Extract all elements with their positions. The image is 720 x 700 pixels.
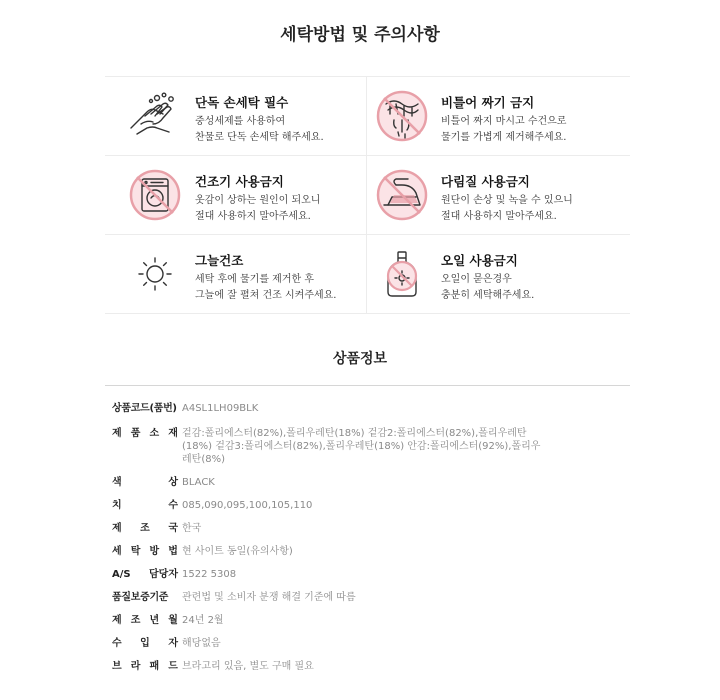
spec-value: 관련법 및 소비자 분쟁 해결 기준에 따름 [182, 592, 356, 603]
spec-value: 해당없음 [182, 638, 221, 649]
spec-value: A4SL1LH09BLK [182, 403, 259, 414]
care-heading: 오일 사용금지 [441, 253, 518, 268]
care-description: 세탁 후에 물기를 제거한 후 그늘에 잘 펼쳐 건조 시켜주세요. [195, 274, 337, 301]
spec-value: 24년 2월 [182, 615, 224, 626]
spec-value: 085,090,095,100,105,110 [182, 500, 313, 511]
no-iron-icon [374, 167, 430, 223]
spec-row [112, 591, 552, 604]
page-title: 세탁방법 및 주의사항 [280, 25, 440, 45]
care-heading: 건조기 사용금지 [195, 174, 284, 189]
care-description: 오일이 묻은경우 충분히 세탁해주세요. [441, 274, 535, 301]
sun-icon [127, 246, 183, 302]
care-item-shade-dry [105, 235, 367, 313]
spec-row [112, 522, 552, 535]
spec-label: 제 조 년 월 [112, 615, 178, 626]
care-heading: 그늘건조 [195, 253, 244, 268]
care-description: 중성세제를 사용하여 찬물로 단독 손세탁 해주세요. [195, 116, 324, 143]
care-item-no-oil [367, 235, 630, 313]
care-row [105, 156, 630, 235]
spec-value: 1522 5308 [182, 569, 237, 580]
spec-value: 브라고리 있음, 별도 구매 필요 [182, 661, 314, 672]
spec-label: 수 입 자 [112, 638, 178, 649]
spec-row [112, 614, 552, 627]
spec-row [112, 402, 552, 415]
divider [105, 385, 630, 386]
spec-row [112, 568, 552, 581]
spec-row [112, 499, 552, 512]
care-heading: 다림질 사용금지 [441, 174, 530, 189]
spec-label: 브 라 패 드 [112, 661, 178, 672]
care-item-no-wring [367, 77, 630, 155]
care-item-hand-wash [105, 77, 367, 155]
care-description: 비틀어 짜지 마시고 수건으로 물기를 가볍게 제거해주세요. [441, 116, 567, 143]
spec-row [112, 545, 552, 558]
spec-row [112, 427, 552, 466]
hand-wash-icon [127, 88, 183, 144]
spec-label: 제 품 소 재 [112, 428, 178, 439]
care-instructions-grid [105, 76, 630, 314]
spec-label: 품질보증기준 [112, 592, 169, 603]
spec-value: BLACK [182, 477, 215, 488]
spec-label: 치 수 [112, 500, 178, 511]
spec-label: 제 조 국 [112, 523, 178, 534]
care-row [105, 235, 630, 314]
no-dryer-icon [127, 167, 183, 223]
spec-row [112, 476, 552, 489]
no-wring-icon [374, 88, 430, 144]
product-spec-table [112, 402, 552, 683]
care-description: 옷감이 상하는 원인이 되오니 절대 사용하지 말아주세요. [195, 195, 321, 222]
spec-row [112, 637, 552, 650]
spec-value: 한국 [182, 523, 202, 534]
care-heading: 단독 손세탁 필수 [195, 95, 289, 110]
product-info-title: 상품정보 [332, 351, 388, 367]
spec-row [112, 660, 552, 673]
care-description: 원단이 손상 및 녹을 수 있으니 절대 사용하지 말아주세요. [441, 195, 573, 222]
spec-label: 색 상 [112, 477, 178, 488]
care-heading: 비틀어 짜기 금지 [441, 95, 535, 110]
spec-label: A/S 담당자 [112, 569, 178, 580]
care-item-no-dryer [105, 156, 367, 234]
care-row [105, 77, 630, 156]
care-item-no-iron [367, 156, 630, 234]
spec-value: 겉감:폴리에스터(82%),폴리우레탄(18%) 겉감2:폴리에스터(82%),폴리우레탄(18%) 겉감3:폴리에스터(82%),폴리우레탄(18%) 안감:폴리에스터(92%),폴리우레탄(8%) [182, 428, 541, 465]
no-oil-icon [374, 246, 430, 302]
spec-label: 세 탁 방 법 [112, 546, 178, 557]
spec-label: 상품코드(품번) [112, 403, 177, 414]
spec-value: 현 사이트 동일(유의사항) [182, 546, 293, 557]
